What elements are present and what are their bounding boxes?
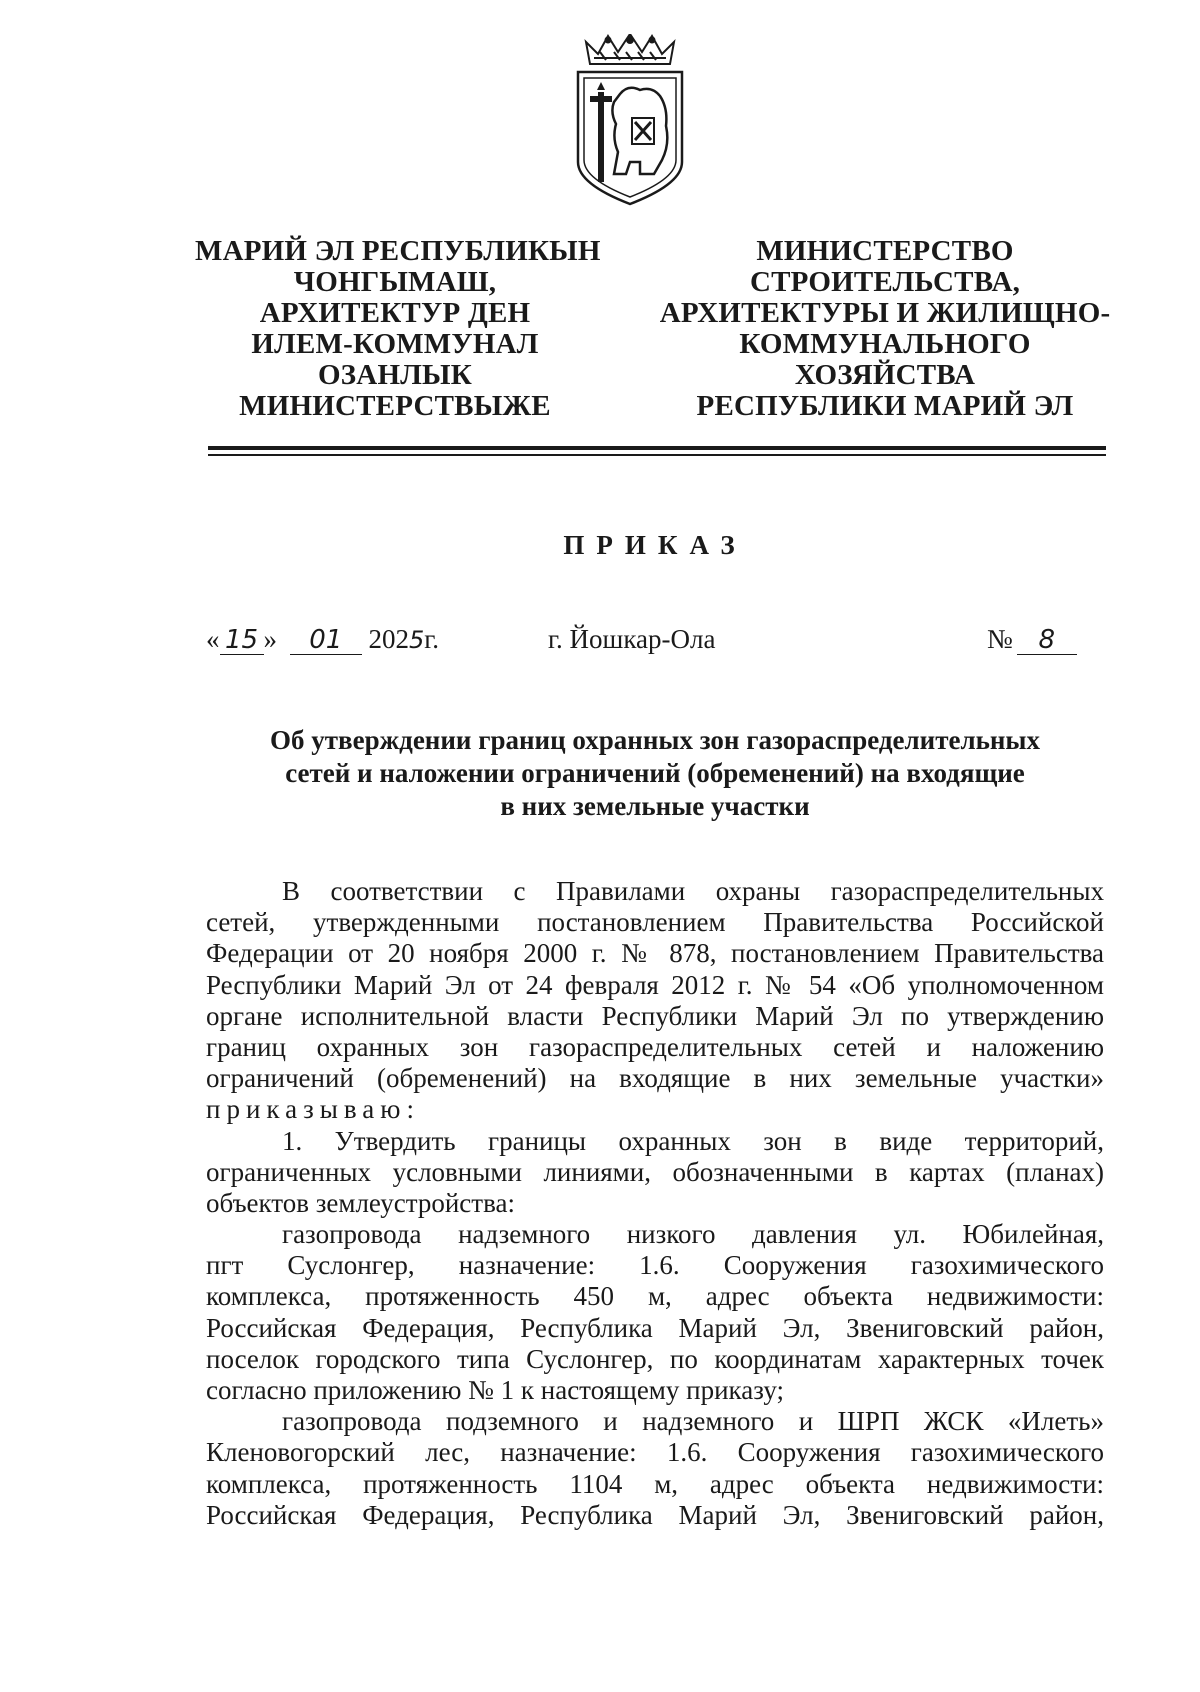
body-line: Республики Марий Эл от 24 февраля 2012 г. № 54 «Об уполномоченном bbox=[206, 969, 1104, 1000]
body-line: 1. Утвердить границы охранных зон в виде территорий, bbox=[282, 1125, 1104, 1156]
body-line: объектов землеустройства: bbox=[206, 1187, 515, 1218]
order-title: ПРИКАЗ bbox=[563, 530, 747, 560]
body-line: комплекса, протяженность 450 м, адрес объекта недвижимости: bbox=[206, 1281, 1104, 1312]
header-right-line: КОММУНАЛЬНОГО bbox=[739, 328, 1031, 360]
header-left-line: АРХИТЕКТУР ДЕН bbox=[259, 297, 531, 329]
body-line: органе исполнительной власти Республики Марий Эл по утверждению bbox=[206, 1000, 1104, 1031]
header-divider-thick bbox=[208, 446, 1106, 450]
header-russian-name bbox=[650, 236, 1120, 422]
coat-of-arms-emblem bbox=[570, 34, 690, 206]
header-right-line: АРХИТЕКТУРЫ И ЖИЛИЩНО- bbox=[659, 297, 1111, 329]
body-line: Федерации от 20 ноября 2000 г. № 878, постановлением Правительства bbox=[206, 938, 1104, 969]
body-line: ограничений (обременений) на входящие в них земельные участки» bbox=[206, 1063, 1104, 1094]
order-date: « 15 » 01 2025г. bbox=[206, 624, 440, 655]
header-right-line: СТРОИТЕЛЬСТВА, bbox=[749, 266, 1021, 298]
date-day-handwritten: 15 bbox=[220, 626, 264, 655]
order-number: № 8 bbox=[987, 624, 1077, 655]
subject-line: в них земельные участки bbox=[500, 791, 810, 821]
body-line: Российская Федерация, Республика Марий Эл, Звениговский район, bbox=[206, 1499, 1104, 1530]
body-line: газопровода надземного низкого давления ул. Юбилейная, bbox=[282, 1219, 1104, 1250]
header-left-line: МИНИСТЕРСТВЫЖЕ bbox=[239, 390, 551, 422]
order-city: г. Йошкар-Ола bbox=[548, 624, 716, 654]
body-line: ограниченных условными линиями, обозначенными в картах (планах) bbox=[206, 1156, 1104, 1187]
order-number-handwritten: 8 bbox=[1017, 626, 1077, 655]
header-right-line: ХОЗЯЙСТВА bbox=[794, 359, 976, 391]
body-line: Кленовогорский лес, назначение: 1.6. Сооружения газохимического bbox=[206, 1437, 1104, 1468]
header-mari-name bbox=[195, 235, 601, 422]
order-body bbox=[206, 876, 1104, 1531]
header-left-line: ЧОНГЫМАШ, bbox=[293, 266, 497, 298]
body-line-decree-word: приказываю: bbox=[206, 1094, 420, 1125]
body-line: комплекса, протяженность 1104 м, адрес объекта недвижимости: bbox=[206, 1468, 1104, 1499]
order-subject bbox=[210, 724, 1100, 823]
body-line: поселок городского типа Суслонгер, по координатам характерных точек bbox=[206, 1343, 1104, 1374]
body-line: Российская Федерация, Республика Марий Эл, Звениговский район, bbox=[206, 1312, 1104, 1343]
header-left-line: МАРИЙ ЭЛ РЕСПУБЛИКЫН bbox=[195, 235, 601, 267]
header-divider-thin bbox=[208, 454, 1106, 456]
date-year: 2025 bbox=[368, 624, 425, 654]
body-line: границ охранных зон газораспределительных сетей и наложению bbox=[206, 1031, 1104, 1062]
header-left-line: ИЛЕМ-КОММУНАЛ bbox=[251, 328, 539, 360]
subject-line: Об утверждении границ охранных зон газораспределительных bbox=[269, 725, 1041, 755]
body-line: согласно приложению № 1 к настоящему приказу; bbox=[206, 1375, 784, 1405]
body-line: газопровода подземного и надземного и ШРП ЖСК «Илеть» bbox=[282, 1406, 1104, 1437]
body-line: пгт Суслонгер, назначение: 1.6. Сооружения газохимического bbox=[206, 1250, 1104, 1281]
date-month-handwritten: 01 bbox=[290, 626, 362, 655]
body-line: сетей, утвержденными постановлением Правительства Российской bbox=[206, 907, 1104, 938]
header-right-line: РЕСПУБЛИКИ МАРИЙ ЭЛ bbox=[696, 390, 1074, 422]
body-line: В соответствии с Правилами охраны газораспределительных bbox=[282, 876, 1104, 906]
header-right-line: МИНИСТЕРСТВО bbox=[756, 235, 1014, 267]
subject-line: сетей и наложении ограничений (обременений) на входящие bbox=[285, 758, 1025, 788]
header-left-line: ОЗАНЛЫК bbox=[318, 359, 472, 391]
